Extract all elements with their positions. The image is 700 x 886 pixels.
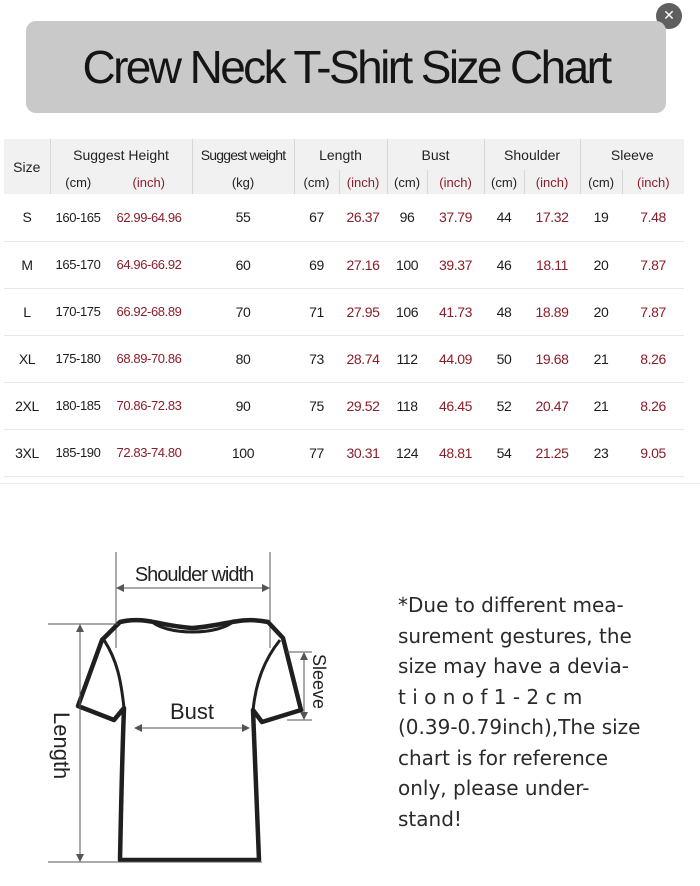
- header-size: Size: [4, 139, 50, 194]
- table-cell: 44: [484, 194, 524, 241]
- table-cell: 55: [192, 194, 294, 241]
- sleeve-label: Sleeve: [309, 654, 329, 710]
- table-cell: 17.32: [524, 194, 580, 241]
- title-banner: [26, 21, 666, 113]
- table-row: [4, 241, 684, 288]
- table-cell: 165-170: [50, 241, 106, 288]
- header-weight: Suggest weight: [192, 139, 294, 170]
- shoulder-width-label: Shoulder width: [134, 564, 254, 586]
- table-cell: 66.92-68.89: [106, 288, 192, 335]
- table-cell: 7.48: [622, 194, 684, 241]
- unit-weight-kg: (kg): [192, 170, 294, 194]
- table-cell: 20.47: [524, 382, 580, 429]
- unit-length-cm: (cm): [294, 170, 339, 194]
- table-cell: 19.68: [524, 335, 580, 382]
- unit-length-inch: (inch): [339, 170, 387, 194]
- table-cell: 72.83-74.80: [106, 429, 192, 476]
- table-cell: 96: [387, 194, 427, 241]
- header-row-units: [4, 170, 684, 194]
- table-cell: 20: [580, 288, 622, 335]
- size-label-cell: L: [4, 288, 50, 335]
- table-cell: 26.37: [339, 194, 387, 241]
- table-cell: 62.99-64.96: [106, 194, 192, 241]
- table-cell: 18.11: [524, 241, 580, 288]
- table-cell: 73: [294, 335, 339, 382]
- table-row: [4, 288, 684, 335]
- close-icon: ✕: [663, 8, 675, 24]
- table-cell: 64.96-66.92: [106, 241, 192, 288]
- table-cell: 29.52: [339, 382, 387, 429]
- unit-sleeve-cm: (cm): [580, 170, 622, 194]
- table-cell: 160-165: [50, 194, 106, 241]
- table-cell: 106: [387, 288, 427, 335]
- table-cell: 23: [580, 429, 622, 476]
- table-cell: 67: [294, 194, 339, 241]
- table-cell: 75: [294, 382, 339, 429]
- table-cell: 118: [387, 382, 427, 429]
- table-cell: 170-175: [50, 288, 106, 335]
- shoulder-arrow-left: [116, 584, 124, 592]
- unit-shoulder-inch: (inch): [524, 170, 580, 194]
- page-title: Crew Neck T-Shirt Size Chart: [82, 41, 610, 93]
- table-cell: 27.95: [339, 288, 387, 335]
- unit-height-inch: (inch): [106, 170, 192, 194]
- size-label-cell: S: [4, 194, 50, 241]
- table-cell: 124: [387, 429, 427, 476]
- table-cell: 46.45: [427, 382, 484, 429]
- table-cell: 70.86-72.83: [106, 382, 192, 429]
- table-cell: 8.26: [622, 335, 684, 382]
- header-length: Length: [294, 139, 387, 170]
- table-cell: 69: [294, 241, 339, 288]
- section-divider: [0, 483, 700, 484]
- header-height: Suggest Height: [50, 139, 192, 170]
- bust-label: Bust: [169, 699, 215, 724]
- table-cell: 112: [387, 335, 427, 382]
- table-cell: 68.89-70.86: [106, 335, 192, 382]
- table-cell: 9.05: [622, 429, 684, 476]
- table-cell: 27.16: [339, 241, 387, 288]
- size-label-cell: 3XL: [4, 429, 50, 476]
- table-cell: 21: [580, 382, 622, 429]
- unit-height-cm: (cm): [50, 170, 106, 194]
- table-cell: 21: [580, 335, 622, 382]
- table-body: [4, 194, 684, 476]
- table-cell: 39.37: [427, 241, 484, 288]
- table-cell: 44.09: [427, 335, 484, 382]
- size-table: [4, 139, 684, 477]
- table-row: [4, 429, 684, 476]
- header-bust: Bust: [387, 139, 484, 170]
- table-cell: 71: [294, 288, 339, 335]
- table-cell: 21.25: [524, 429, 580, 476]
- table-cell: 7.87: [622, 241, 684, 288]
- header-row-titles: [4, 139, 684, 170]
- header-shoulder: Shoulder: [484, 139, 580, 170]
- table-cell: 175-180: [50, 335, 106, 382]
- table-row: [4, 335, 684, 382]
- size-label-cell: 2XL: [4, 382, 50, 429]
- bust-arrow-left: [134, 724, 142, 732]
- table-cell: 60: [192, 241, 294, 288]
- measurement-note: *Due to different mea- surement gestures, the size may have a devia- t i o n o f 1 - 2 c m (0.39-0.79inch),The size chart is for reference only, please under- stand!: [398, 593, 641, 831]
- table-cell: 80: [192, 335, 294, 382]
- bust-arrow-right: [242, 724, 250, 732]
- table-cell: 90: [192, 382, 294, 429]
- length-label: Length: [49, 712, 74, 780]
- length-arrow-top: [76, 624, 84, 632]
- table-cell: 20: [580, 241, 622, 288]
- table-cell: 52: [484, 382, 524, 429]
- table-cell: 48: [484, 288, 524, 335]
- table-cell: 70: [192, 288, 294, 335]
- length-arrow-bottom: [76, 854, 84, 862]
- unit-shoulder-cm: (cm): [484, 170, 524, 194]
- table-cell: 180-185: [50, 382, 106, 429]
- table-cell: 48.81: [427, 429, 484, 476]
- table-cell: 41.73: [427, 288, 484, 335]
- sleeve-arrow-top: [300, 652, 308, 660]
- table-cell: 18.89: [524, 288, 580, 335]
- right-armhole: [253, 640, 280, 710]
- table-cell: 77: [294, 429, 339, 476]
- shoulder-arrow-right: [262, 584, 270, 592]
- table-cell: 185-190: [50, 429, 106, 476]
- table-cell: 28.74: [339, 335, 387, 382]
- table-row: [4, 382, 684, 429]
- table-cell: 8.26: [622, 382, 684, 429]
- size-label-cell: M: [4, 241, 50, 288]
- table-cell: 100: [387, 241, 427, 288]
- tshirt-diagram: [0, 520, 390, 886]
- table-cell: 46: [484, 241, 524, 288]
- size-label-cell: XL: [4, 335, 50, 382]
- unit-sleeve-inch: (inch): [622, 170, 684, 194]
- table-cell: 50: [484, 335, 524, 382]
- table-cell: 19: [580, 194, 622, 241]
- table-row: [4, 194, 684, 241]
- left-armhole: [104, 640, 124, 708]
- unit-bust-inch: (inch): [427, 170, 484, 194]
- header-sleeve: Sleeve: [580, 139, 684, 170]
- table-cell: 100: [192, 429, 294, 476]
- table-cell: 7.87: [622, 288, 684, 335]
- table-cell: 37.79: [427, 194, 484, 241]
- table-cell: 30.31: [339, 429, 387, 476]
- table-cell: 54: [484, 429, 524, 476]
- unit-bust-cm: (cm): [387, 170, 427, 194]
- sleeve-arrow-bottom: [300, 712, 308, 720]
